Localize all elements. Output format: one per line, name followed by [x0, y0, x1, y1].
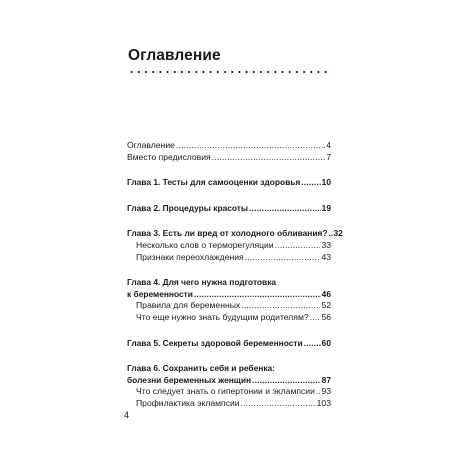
entry-page: 33 — [321, 239, 331, 250]
entry-label: Профилактика эклампсии — [136, 397, 240, 408]
title-dotted-rule — [128, 71, 332, 73]
entry-label: Несколько слов о терморегуляции — [136, 239, 274, 250]
entry-page: 32 — [333, 228, 343, 239]
entry-page: 10 — [321, 177, 331, 188]
toc-entry-thermoregulation[interactable] — [127, 240, 331, 252]
entry-page: 103 — [316, 397, 331, 408]
entry-page: 60 — [321, 337, 331, 348]
entry-page: 19 — [321, 202, 331, 213]
entry-label: Глава 1. Тесты для самооценки здоровья — [127, 177, 301, 188]
entry-page: 4 — [326, 140, 331, 150]
page-title: Оглавление — [128, 47, 221, 64]
entry-page: 7 — [326, 151, 331, 162]
entry-label: Глава 2. Процедуры красоты — [127, 202, 249, 213]
entry-page: 52 — [321, 300, 331, 311]
leader-dots — [176, 140, 325, 152]
page-number: 4 — [124, 410, 130, 420]
entry-label-line2: болезни беременных женщин — [127, 374, 252, 385]
entry-label: Признаки переохлаждения — [136, 251, 244, 262]
toc-entry-chapter-3[interactable] — [127, 228, 343, 240]
entry-label-line1: Глава 6. Сохранить себя и ребенка: — [127, 363, 275, 374]
leader-dots — [212, 152, 326, 164]
toc-entry-chapter-1[interactable] — [127, 177, 331, 189]
leader-dots — [275, 240, 321, 252]
entry-page: 43 — [321, 251, 331, 262]
entry-page: 93 — [321, 386, 331, 397]
entry-label: Что следует знать о гипертонии и эклампсии — [136, 386, 315, 397]
leader-dots — [194, 289, 321, 301]
leader-dots — [241, 300, 320, 312]
entry-page: 46 — [321, 288, 331, 299]
toc-entry-chapter-5[interactable] — [127, 338, 331, 350]
toc-entry-chapter-6[interactable] — [127, 363, 331, 386]
entry-label: Глава 3. Есть ли вред от холодного обливания? — [127, 228, 328, 239]
toc-entry-future-parents[interactable] — [127, 312, 331, 324]
leader-dots — [249, 203, 321, 215]
leader-dots — [252, 375, 321, 387]
leader-dots — [310, 312, 321, 324]
entry-page: 87 — [321, 374, 331, 385]
entry-label: Оглавление — [127, 140, 175, 150]
toc-entry-preface[interactable] — [127, 152, 331, 164]
leader-dots — [241, 398, 316, 410]
entry-page: 56 — [321, 311, 331, 322]
leader-dots — [304, 338, 321, 350]
entry-label: Правила для беременных — [136, 300, 241, 311]
leader-dots — [301, 177, 320, 189]
entry-label-line1: Глава 4. Для чего нужна подготовка — [127, 277, 277, 288]
toc-entry-rules-pregnant[interactable] — [127, 300, 331, 312]
toc-entry-chapter-2[interactable] — [127, 203, 331, 215]
toc-entry-hypothermia-signs[interactable] — [127, 252, 331, 264]
leader-dots — [329, 228, 333, 240]
table-of-contents — [127, 140, 343, 410]
toc-entry-eclampsia-prevention[interactable] — [127, 398, 331, 410]
leader-dots — [316, 386, 321, 398]
toc-entry-hypertension[interactable] — [127, 386, 331, 398]
entry-label: Вместо предисловия — [127, 151, 211, 162]
entry-label: Что еще нужно знать будущим родителям? — [136, 311, 309, 322]
leader-dots — [245, 252, 321, 264]
entry-label: Глава 5. Секреты здоровой беременности — [127, 337, 303, 348]
entry-label-line2: к беременности — [127, 288, 193, 299]
toc-entry-chapter-4[interactable] — [127, 277, 331, 300]
toc-entry-contents[interactable] — [127, 140, 331, 152]
